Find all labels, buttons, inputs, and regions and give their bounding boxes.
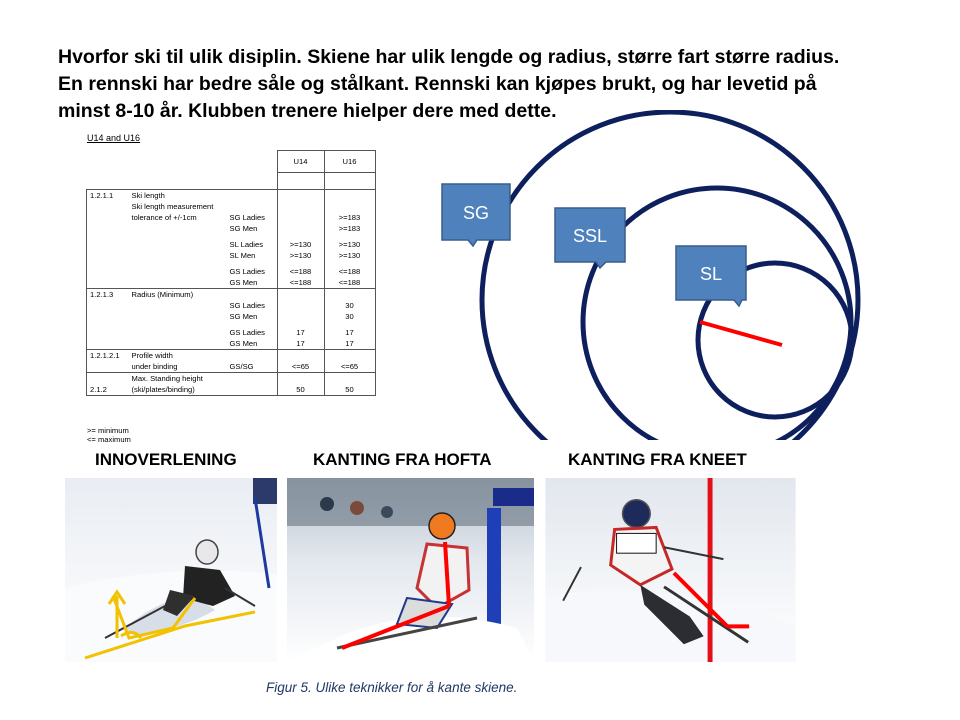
callout-sg bbox=[442, 184, 510, 246]
spec-cell-u16: 30 bbox=[324, 300, 375, 311]
spec-cell-u14: <=188 bbox=[277, 277, 324, 289]
spec-cell-u16 bbox=[324, 350, 375, 362]
spec-spacer-row bbox=[87, 173, 376, 190]
spec-caption: U14 and U16 bbox=[87, 133, 141, 143]
spec-cell-label bbox=[129, 234, 227, 250]
spec-cell-u14 bbox=[277, 190, 324, 202]
spec-cell-sub bbox=[227, 201, 278, 212]
spec-cell-label: (ski/plates/binding) bbox=[129, 384, 227, 396]
spec-cell-u14 bbox=[277, 311, 324, 322]
spec-cell-sub: SG Ladies bbox=[229, 213, 265, 222]
callout-ssl-label: SSL bbox=[572, 226, 608, 246]
spec-cell-code bbox=[87, 261, 129, 277]
spec-cell-u14 bbox=[277, 350, 324, 362]
spec-cell-sub bbox=[227, 289, 278, 301]
spec-cell-u16 bbox=[324, 373, 375, 385]
photo-innoverlening bbox=[65, 478, 277, 662]
spec-table-body bbox=[87, 151, 376, 396]
spec-cell-sub bbox=[227, 190, 278, 202]
spec-cell-code bbox=[87, 223, 129, 234]
spec-cell-u16: >=130 bbox=[324, 234, 375, 250]
spec-cell-u14: <=188 bbox=[277, 261, 324, 277]
spec-cell-code bbox=[87, 212, 129, 223]
spec-cell-code bbox=[87, 373, 129, 385]
callout-sl-label: SL bbox=[699, 264, 723, 284]
spec-cell-label: Radius (Minimum) bbox=[129, 289, 227, 301]
col-u14-header: U14 bbox=[277, 151, 324, 173]
spec-cell-sub: GS/SG bbox=[229, 362, 254, 371]
spec-cell-u16: 17 bbox=[324, 338, 375, 350]
spec-row bbox=[87, 289, 376, 301]
spec-cell-label bbox=[129, 300, 227, 311]
callout-sg-label: SG bbox=[462, 203, 490, 223]
spec-cell-code bbox=[87, 322, 129, 338]
spec-cell-label bbox=[129, 261, 227, 277]
spec-row bbox=[87, 201, 376, 212]
col-u16-header: U16 bbox=[324, 151, 375, 173]
spec-row bbox=[87, 212, 376, 223]
spec-cell-label bbox=[129, 322, 227, 338]
spec-cell-u14 bbox=[277, 300, 324, 311]
spec-cell-code bbox=[87, 361, 129, 373]
spec-cell-sub: SG Ladies bbox=[229, 301, 265, 310]
spec-cell-u14: 50 bbox=[277, 384, 324, 396]
spec-cell-sub: SL Men bbox=[229, 251, 256, 260]
photo-kanting-fra-kneet bbox=[544, 478, 797, 662]
turn-radius-diagram bbox=[430, 110, 870, 460]
spec-cell-code: 1.2.1.1 bbox=[87, 190, 129, 202]
label-kanting-fra-hofta: KANTING FRA HOFTA bbox=[313, 450, 492, 469]
callout-sl bbox=[676, 246, 746, 306]
spec-cell-sub bbox=[227, 350, 278, 362]
spec-row bbox=[87, 300, 376, 311]
spec-table bbox=[86, 150, 376, 396]
spec-row bbox=[87, 223, 376, 234]
spec-cell-u16 bbox=[324, 289, 375, 301]
spec-cell-sub: GS Men bbox=[229, 278, 258, 287]
spec-cell-code: 1.2.1.3 bbox=[87, 289, 129, 301]
spec-cell-sub: GS Men bbox=[229, 339, 258, 348]
spec-cell-label: Ski length bbox=[129, 190, 227, 202]
spec-cell-sub bbox=[227, 384, 278, 396]
spec-cell-u14 bbox=[277, 373, 324, 385]
spec-cell-sub: SL Ladies bbox=[229, 240, 263, 249]
legend-maximum: <= maximum bbox=[87, 435, 131, 444]
spec-cell-u14: 17 bbox=[277, 322, 324, 338]
spec-cell-label bbox=[129, 311, 227, 322]
spec-cell-code bbox=[87, 250, 129, 261]
spec-row bbox=[87, 322, 376, 338]
spec-row bbox=[87, 311, 376, 322]
spec-cell-label bbox=[129, 277, 227, 289]
spec-cell-label bbox=[129, 223, 227, 234]
spec-cell-u14: >=130 bbox=[277, 250, 324, 261]
spec-row bbox=[87, 384, 376, 396]
spec-cell-u14 bbox=[277, 223, 324, 234]
spec-cell-label: Ski length measurement bbox=[131, 202, 214, 211]
spec-cell-code: 1.2.1.2.1 bbox=[87, 350, 129, 362]
heading-line-2: En rennski har bedre såle og stålkant. Rennski kan kjøpes brukt, og har levetid på bbox=[58, 73, 817, 95]
spec-cell-u14 bbox=[277, 201, 324, 212]
callout-ssl bbox=[555, 208, 625, 268]
spec-cell-sub: SG Men bbox=[229, 312, 258, 321]
label-innoverlening: INNOVERLENING bbox=[95, 450, 237, 469]
figure-caption: Figur 5. Ulike teknikker for å kante skiene. bbox=[266, 680, 518, 695]
spec-cell-code bbox=[87, 311, 129, 322]
spec-cell-code bbox=[87, 234, 129, 250]
spec-cell-label: tolerance of +/-1cm bbox=[131, 213, 197, 222]
spec-cell-label: Max. Standing height bbox=[129, 373, 227, 385]
sg-turn-circle bbox=[482, 112, 858, 460]
spec-row bbox=[87, 234, 376, 250]
spec-cell-u16: 17 bbox=[324, 322, 375, 338]
spec-cell-u14 bbox=[277, 212, 324, 223]
spec-cell-code bbox=[87, 201, 129, 212]
spec-cell-u14: <=65 bbox=[277, 361, 324, 373]
spec-cell-u16: >=183 bbox=[324, 223, 375, 234]
spec-cell-sub: GS Ladies bbox=[229, 328, 265, 337]
heading-line-3: minst 8-10 år. Klubben trenere hielper dere med dette. bbox=[58, 100, 557, 122]
spec-row bbox=[87, 190, 376, 202]
spec-cell-u16 bbox=[324, 201, 375, 212]
spec-cell-code: 2.1.2 bbox=[87, 384, 129, 396]
spec-cell-u16: <=188 bbox=[324, 261, 375, 277]
spec-cell-label bbox=[129, 250, 227, 261]
spec-cell-sub: SG Men bbox=[229, 224, 258, 233]
spec-cell-code bbox=[87, 300, 129, 311]
spec-cell-u14 bbox=[277, 289, 324, 301]
spec-row bbox=[87, 261, 376, 277]
spec-row bbox=[87, 277, 376, 289]
spec-cell-u16: 50 bbox=[324, 384, 375, 396]
spec-cell-u16: <=65 bbox=[324, 361, 375, 373]
spec-cell-u16: <=188 bbox=[324, 277, 375, 289]
spec-cell-label: Profile width bbox=[129, 350, 227, 362]
spec-row bbox=[87, 350, 376, 362]
spec-cell-u16 bbox=[324, 190, 375, 202]
spec-cell-u16: >=183 bbox=[324, 212, 375, 223]
spec-cell-sub bbox=[227, 373, 278, 385]
spec-cell-code bbox=[87, 338, 129, 350]
spec-cell-u14: >=130 bbox=[277, 234, 324, 250]
sl-radius-line bbox=[700, 322, 782, 345]
spec-cell-label bbox=[129, 338, 227, 350]
label-kanting-fra-kneet: KANTING FRA KNEET bbox=[568, 450, 747, 469]
spec-row bbox=[87, 338, 376, 350]
spec-cell-u14: 17 bbox=[277, 338, 324, 350]
heading-line-1: Hvorfor ski til ulik disiplin. Skiene har ulik lengde og radius, større fart større radius. bbox=[58, 46, 840, 68]
spec-row bbox=[87, 361, 376, 373]
spec-cell-u16: >=130 bbox=[324, 250, 375, 261]
spec-header-row bbox=[87, 151, 376, 173]
spec-cell-u16: 30 bbox=[324, 311, 375, 322]
spec-cell-code bbox=[87, 277, 129, 289]
spec-cell-sub: GS Ladies bbox=[229, 267, 265, 276]
spec-row bbox=[87, 250, 376, 261]
spec-row bbox=[87, 373, 376, 385]
legend-minimum: >= minimum bbox=[87, 426, 129, 435]
spec-cell-label: under binding bbox=[131, 362, 178, 371]
spec-legend bbox=[87, 426, 131, 444]
photo-kanting-fra-hofta bbox=[287, 478, 534, 662]
